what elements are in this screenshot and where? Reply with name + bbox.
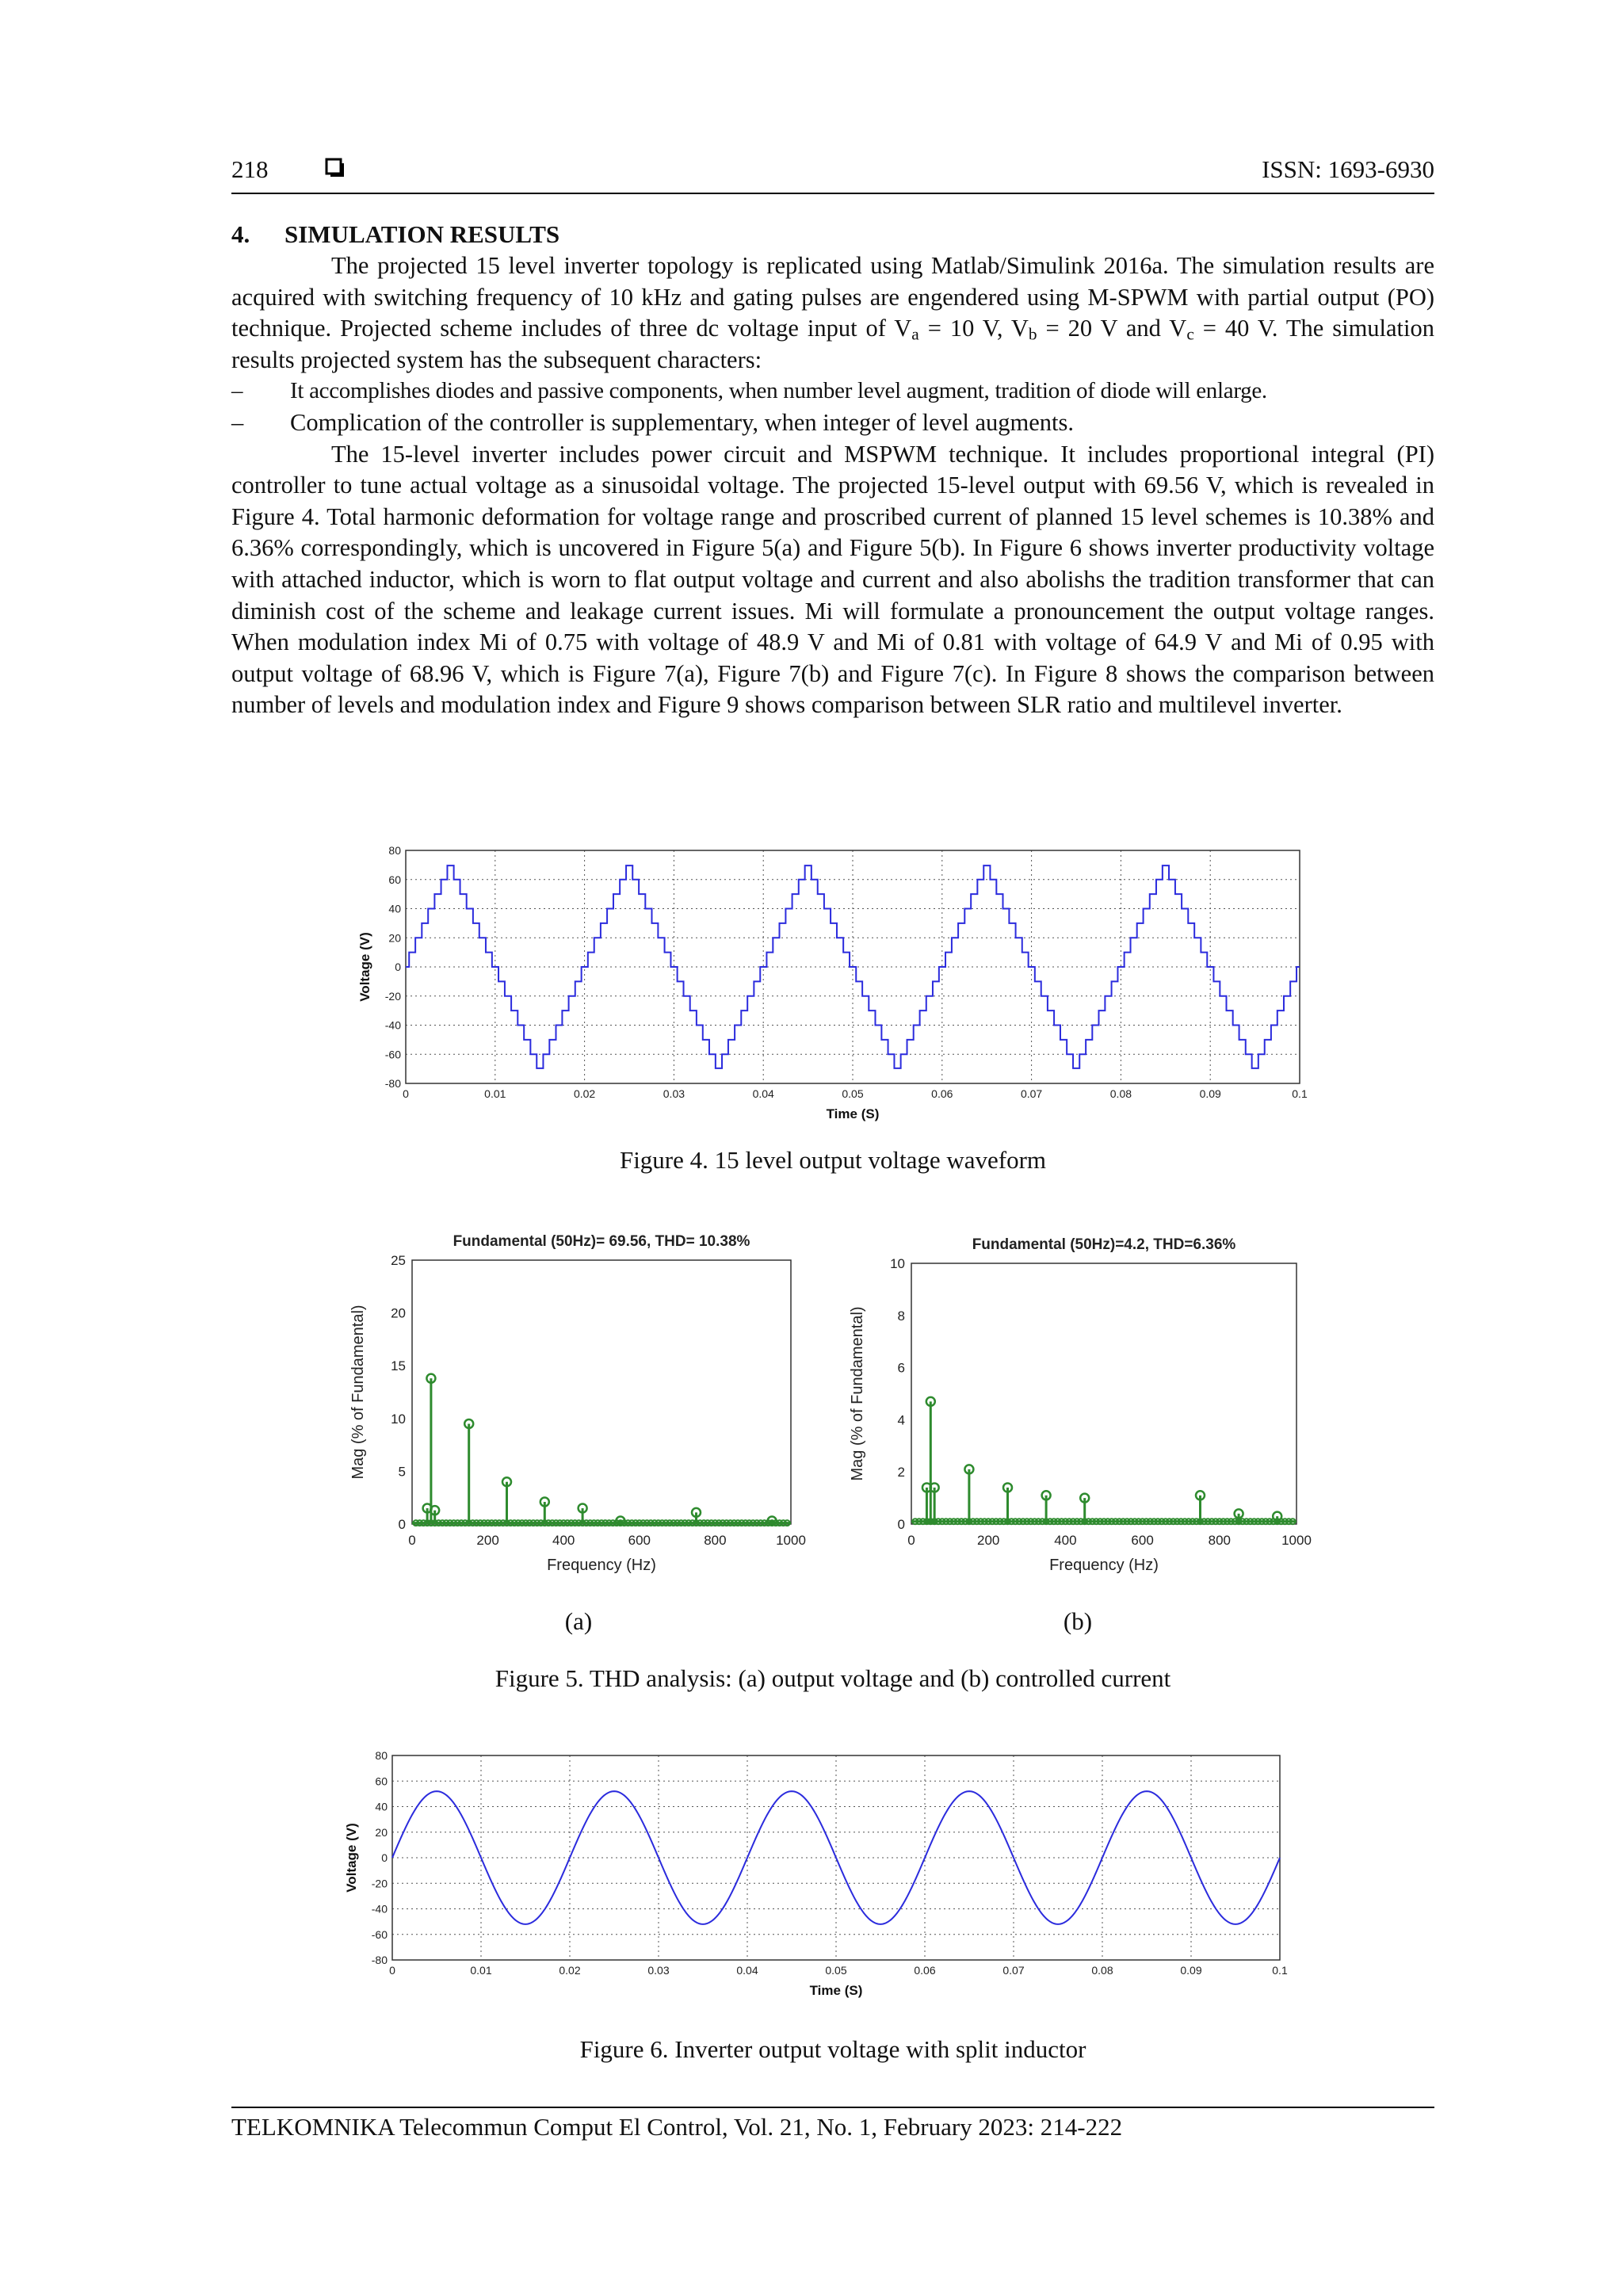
y-tick-label: 8 <box>897 1308 905 1324</box>
x-tick-label: 0.06 <box>931 1087 953 1100</box>
y-tick-label: 25 <box>391 1253 406 1268</box>
footer-rule <box>231 2107 1434 2108</box>
y-tick-label: -20 <box>371 1877 388 1890</box>
x-tick-label: 0.09 <box>1199 1087 1221 1100</box>
y-tick-label: 6 <box>897 1360 905 1376</box>
x-tick-label: 200 <box>476 1533 499 1548</box>
y-axis-label: Voltage (V) <box>344 1823 359 1893</box>
x-tick-label: 600 <box>1131 1533 1154 1548</box>
x-tick-label: 200 <box>977 1533 1000 1548</box>
x-tick-label: 0.05 <box>825 1964 847 1977</box>
section-number: 4. <box>231 220 250 248</box>
x-axis-label: Time (S) <box>826 1106 880 1121</box>
x-tick-label: 0.03 <box>663 1087 685 1100</box>
x-tick-label: 0.08 <box>1091 1964 1113 1977</box>
y-tick-label: 40 <box>375 1800 388 1813</box>
y-tick-label: -20 <box>384 989 401 1003</box>
bullet-item-1: – It accomplishes diodes and passive components, when number level augment, tradition of diode will enlarge. <box>231 376 1434 407</box>
x-tick-label: 0.06 <box>914 1964 936 1977</box>
figure-5a-chart <box>341 1221 816 1585</box>
x-tick-label: 0.07 <box>1002 1964 1025 1977</box>
y-tick-label: 80 <box>375 1749 388 1762</box>
x-tick-label: 1000 <box>776 1533 806 1548</box>
y-tick-label: 0 <box>897 1517 905 1532</box>
checkbox-square-icon <box>325 158 347 180</box>
y-tick-label: 10 <box>391 1411 406 1427</box>
x-axis-label: Time (S) <box>809 1983 863 1998</box>
dash-icon: – <box>231 408 244 436</box>
section-heading <box>231 220 559 249</box>
y-axis-label: Mag (% of Fundamental) <box>849 1306 866 1481</box>
y-tick-label: 10 <box>890 1256 905 1271</box>
y-tick-label: 15 <box>391 1358 406 1374</box>
chart-title: Fundamental (50Hz)= 69.56, THD= 10.38% <box>453 1233 750 1250</box>
y-tick-label: 2 <box>897 1465 905 1480</box>
issn: ISSN: 1693-6930 <box>1262 155 1434 183</box>
y-tick-label: 5 <box>398 1464 406 1480</box>
footer-journal: TELKOMNIKA Telecommun Comput El Control, Vol. 21, No. 1, February 2023: 214-222 <box>231 2113 1123 2141</box>
bullet-item-2: – Complication of the controller is supplementary, when integer of level augments. <box>231 407 1434 439</box>
y-tick-label: -80 <box>384 1077 401 1090</box>
figure-4-caption: Figure 4. 15 level output voltage waveform <box>619 1146 1047 1174</box>
y-tick-label: -60 <box>384 1048 401 1061</box>
x-tick-label: 0 <box>389 1964 395 1977</box>
y-tick-label: 20 <box>391 1305 406 1321</box>
x-axis-label: Frequency (Hz) <box>1049 1557 1159 1574</box>
x-tick-label: 800 <box>704 1533 727 1548</box>
figure-5-caption: Figure 5. THD analysis: (a) output voltage and (b) controlled current <box>495 1664 1171 1692</box>
paragraph-1: The projected 15 level inverter topology is replicated using Matlab/Simulink 2016a. The simulation results are acquired with switching frequency of 10 kHz and gating pulses are engendered using M-SPWM with partial output (PO) technique. Projected scheme includes of three dc voltage input of $V_a = 10$ V, $V_b = 20$ V and $V_c = 40$ V. The simulation results projected system has the subsequent characters: <box>231 252 1435 373</box>
x-tick-label: 0.02 <box>559 1964 581 1977</box>
y-tick-label: -40 <box>384 1018 401 1032</box>
figure-6-caption: Figure 6. Inverter output voltage with split inductor <box>579 2035 1086 2063</box>
page-number: 218 <box>231 155 269 183</box>
x-tick-label: 0.01 <box>470 1964 492 1977</box>
x-tick-label: 0.1 <box>1292 1087 1308 1100</box>
x-tick-label: 0.03 <box>647 1964 670 1977</box>
x-tick-label: 800 <box>1208 1533 1231 1548</box>
chart-title: Fundamental (50Hz)=4.2, THD=6.36% <box>972 1236 1236 1253</box>
section-title: SIMULATION RESULTS <box>285 220 560 248</box>
dash-icon: – <box>231 378 243 404</box>
header-rule <box>231 193 1434 194</box>
y-tick-label: -40 <box>371 1902 388 1916</box>
figure-5b-chart <box>840 1221 1331 1585</box>
x-tick-label: 0.09 <box>1180 1964 1202 1977</box>
x-tick-label: 0 <box>403 1087 409 1100</box>
body-text <box>231 250 1434 721</box>
x-tick-label: 400 <box>552 1533 575 1548</box>
y-axis-label: Mag (% of Fundamental) <box>349 1305 367 1480</box>
x-tick-label: 0.02 <box>573 1087 596 1100</box>
paragraph-2: The 15-level inverter includes power circuit and MSPWM technique. It includes proportional integral (PI) controller to tune actual voltage as a sinusoidal voltage. The projected 15-level output with 69.56 V, which is revealed in Figure 4. Total harmonic deformation for voltage range and proscribed current of planned 15 level schemes is 10.38% and 6.36% correspondingly, which is uncovered in Figure 5(a) and Figure 5(b). In Figure 6 shows inverter productivity voltage with attached inductor, which is worn to flat output voltage and current and also abolishs the tradition transformer that can diminish cost of the scheme and leakage current issues. Mi will formulate a pronouncement the output voltage ranges. When modulation index Mi of 0.75 with voltage of 48.9 V and Mi of 0.81 with voltage of 64.9 V and Mi of 0.95 with output voltage of 68.96 V, which is Figure 7(a), Figure 7(b) and Figure 7(c). In Figure 8 shows the comparison between number of levels and modulation index and Figure 9 shows comparison between SLR ratio and multilevel inverter. <box>231 440 1434 719</box>
x-tick-label: 600 <box>628 1533 651 1548</box>
x-tick-label: 0 <box>408 1533 416 1548</box>
x-tick-label: 0.05 <box>842 1087 864 1100</box>
x-axis-label: Frequency (Hz) <box>547 1557 656 1574</box>
figure-4-chart <box>341 831 1316 1124</box>
y-tick-label: 0 <box>395 961 401 973</box>
x-tick-label: 0.01 <box>484 1087 506 1100</box>
x-tick-label: 0.08 <box>1109 1087 1132 1100</box>
y-tick-label: 80 <box>388 844 401 857</box>
x-tick-label: 400 <box>1054 1533 1077 1548</box>
y-axis-label: Voltage (V) <box>357 932 372 1002</box>
y-tick-label: 4 <box>897 1412 905 1428</box>
x-tick-label: 0.07 <box>1020 1087 1043 1100</box>
y-tick-label: 0 <box>381 1851 388 1864</box>
figure-6-chart <box>337 1740 1319 2009</box>
figure-5b-label: (b) <box>1063 1607 1093 1635</box>
x-tick-label: 0.04 <box>736 1964 758 1977</box>
figure-5a-label: (a) <box>564 1607 593 1635</box>
y-tick-label: 60 <box>388 873 401 886</box>
y-tick-label: -60 <box>371 1927 388 1941</box>
y-tick-label: 20 <box>388 931 401 945</box>
y-tick-label: -80 <box>371 1954 388 1966</box>
y-tick-label: 20 <box>375 1825 388 1839</box>
y-tick-label: 60 <box>375 1775 388 1788</box>
x-tick-label: 0 <box>907 1533 915 1548</box>
x-tick-label: 1000 <box>1281 1533 1312 1548</box>
y-tick-label: 40 <box>388 902 401 915</box>
x-tick-label: 0.04 <box>752 1087 774 1100</box>
x-tick-label: 0.1 <box>1272 1964 1288 1977</box>
y-tick-label: 0 <box>398 1517 406 1532</box>
